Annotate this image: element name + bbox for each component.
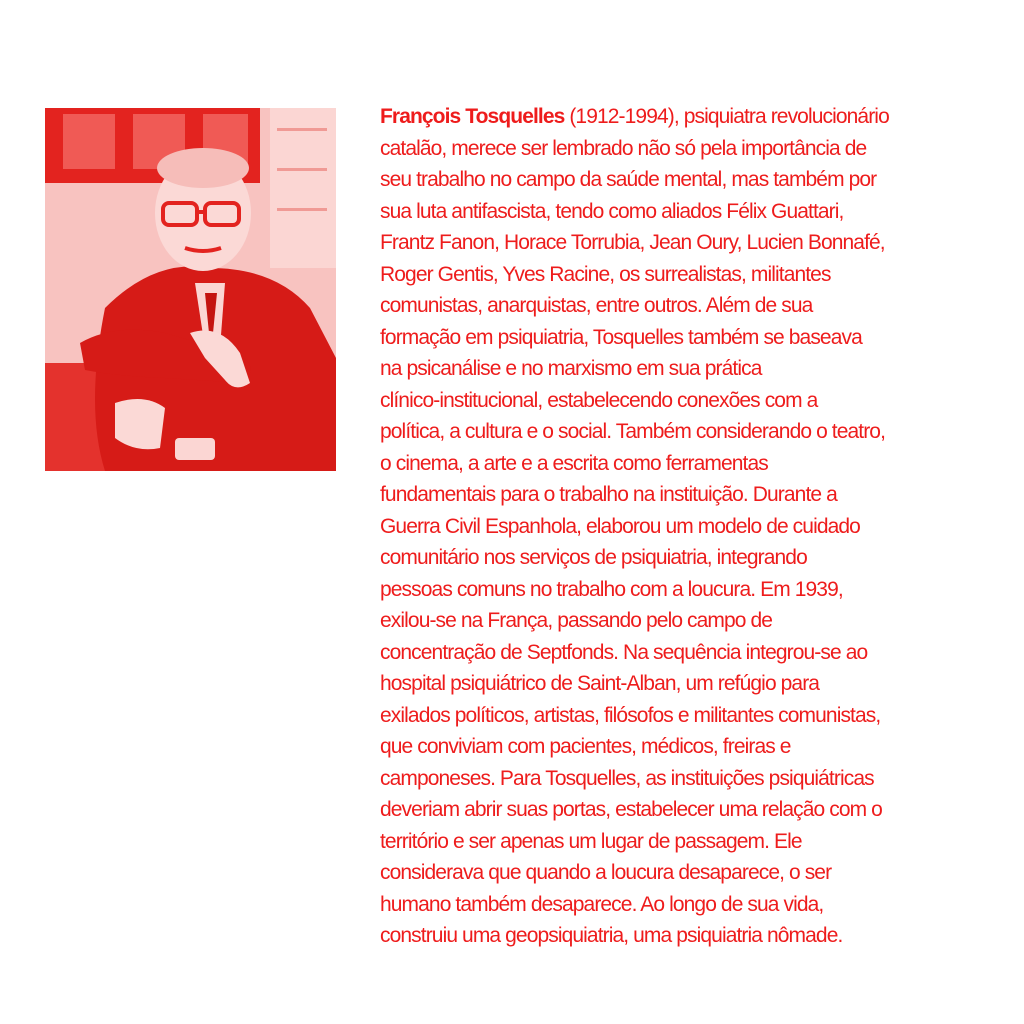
bio-line-22: camponeses. Para Tosquelles, as instituições psiquiátricas bbox=[380, 766, 874, 790]
bio-line-4: sua luta antifascista, tendo como aliados Félix Guattari, bbox=[380, 199, 844, 223]
bio-line-16: pessoas comuns no trabalho com a loucura. Em 1939, bbox=[380, 577, 843, 601]
bio-line-10: clínico-institucional, estabelecendo conexões com a bbox=[380, 388, 818, 412]
portrait-photo bbox=[45, 108, 336, 471]
bio-line-5: Frantz Fanon, Horace Torrubia, Jean Oury, Lucien Bonnafé, bbox=[380, 231, 885, 254]
bio-line-9: na psicanálise e no marxismo em sua prática bbox=[380, 357, 762, 380]
bio-line-24: território e ser apenas um lugar de passagem. Ele bbox=[380, 829, 802, 853]
bio-line-7: comunistas, anarquistas, entre outros. Além de sua bbox=[380, 294, 813, 317]
person-name: François Tosquelles bbox=[380, 105, 565, 128]
bio-line-12: o cinema, a arte e a escrita como ferramentas bbox=[380, 451, 768, 475]
bio-line-26: humano também desaparece. Ao longo de sua vida, bbox=[380, 892, 824, 916]
bio-line-25: considerava que quando a loucura desaparece, o ser bbox=[380, 861, 832, 884]
bio-line-3: seu trabalho no campo da saúde mental, mas também por bbox=[380, 168, 877, 191]
biography-text bbox=[380, 101, 970, 952]
bio-line-21: que conviviam com pacientes, médicos, freiras e bbox=[380, 735, 791, 758]
bio-line-14: Guerra Civil Espanhola, elaborou um modelo de cuidado bbox=[380, 514, 860, 538]
bio-line-8: formação em psiquiatria, Tosquelles também se baseava bbox=[380, 325, 862, 349]
bio-line-27: construiu uma geopsiquiatria, uma psiquiatria nômade. bbox=[380, 924, 843, 947]
bio-line-2: catalão, merece ser lembrado não só pela importância de bbox=[380, 136, 867, 160]
bio-line-23: deveriam abrir suas portas, estabelecer uma relação com o bbox=[380, 798, 882, 821]
bio-line-15: comunitário nos serviços de psiquiatria, integrando bbox=[380, 546, 807, 569]
bio-line-17: exilou-se na França, passando pelo campo de bbox=[380, 609, 773, 632]
bio-line-20: exilados políticos, artistas, filósofos e militantes comunistas, bbox=[380, 703, 881, 727]
bio-line-19: hospital psiquiátrico de Saint-Alban, um refúgio para bbox=[380, 672, 820, 695]
bio-line-11: política, a cultura e o social. Também considerando o teatro, bbox=[380, 420, 886, 443]
bio-line-1: François Tosquelles (1912-1994), psiquiatra revolucionário bbox=[380, 105, 889, 128]
bio-line-18: concentração de Septfonds. Na sequência integrou-se ao bbox=[380, 640, 868, 664]
bio-line-6: Roger Gentis, Yves Racine, os surrealistas, militantes bbox=[380, 262, 831, 286]
bio-line-13: fundamentais para o trabalho na instituição. Durante a bbox=[380, 483, 837, 506]
portrait-illustration bbox=[45, 108, 336, 471]
